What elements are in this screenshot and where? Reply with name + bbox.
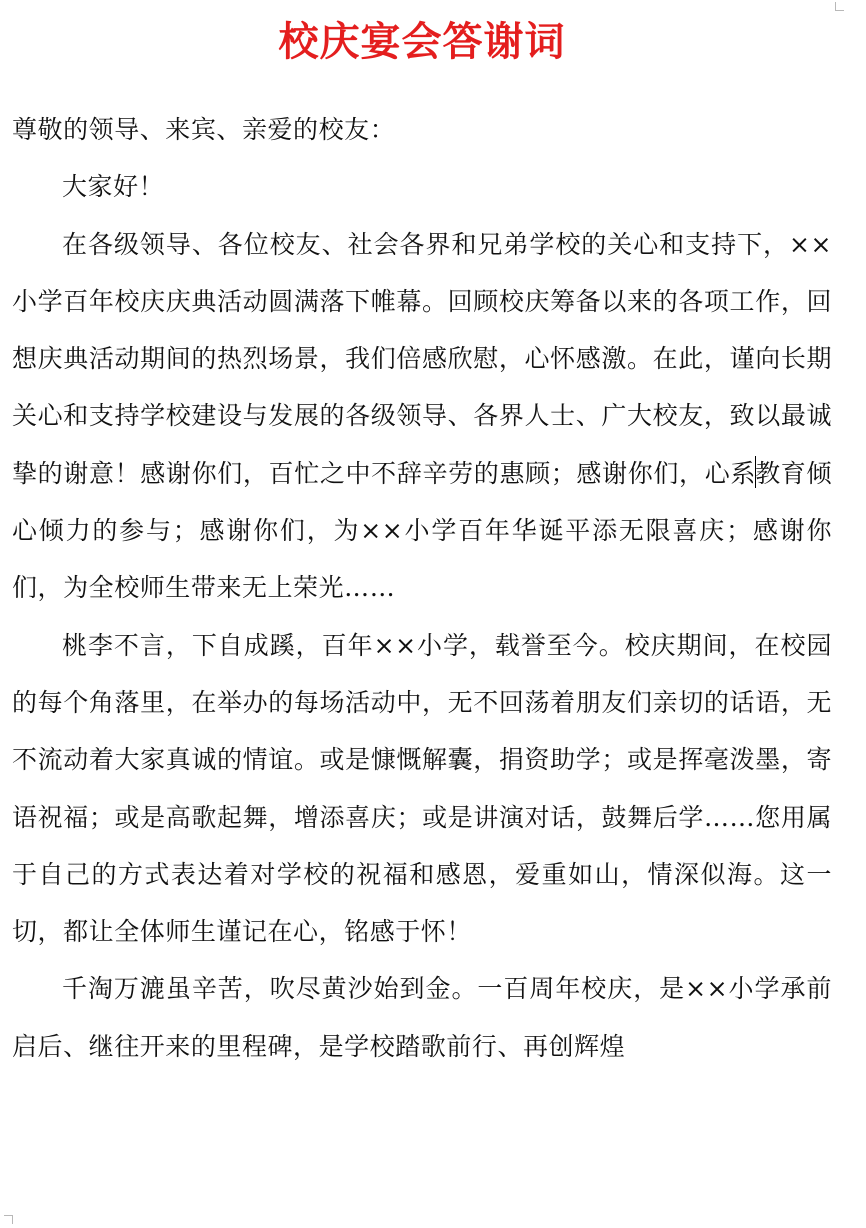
document-title: 校庆宴会答谢词 — [278, 19, 566, 65]
paragraph-1-text-before-cursor: 在各级领导、各位校友、社会各界和兄弟学校的关心和支持下，××小学百年校庆庆典活动圆满落下帷幕。回顾校庆筹备以来的各项工作，回想庆典活动期间的热烈场景，我们倍感欣慰，心怀感激。在此，谨向长期关心和支持学校建设与发展的各级领导、各界人士、广大校友，致以最诚挚的谢意！感谢你们，百忙之中不辞辛劳的惠顾；感谢你们，心系 — [12, 229, 832, 488]
greeting: 大家好！ — [62, 172, 165, 202]
paragraph-1 — [12, 216, 832, 617]
page-corner-mark-top-right — [835, 2, 844, 11]
page-corner-mark-bottom-left — [4, 1215, 13, 1224]
paragraph-2: 桃李不言，下自成蹊，百年××小学，载誉至今。校庆期间，在校园的每个角落里，在举办的每场活动中，无不回荡着朋友们亲切的话语，无不流动着大家真诚的情谊。或是慷慨解囊，捐资助学；或是挥毫泼墨，寄语祝福；或是高歌起舞，增添喜庆；或是讲演对话，鼓舞后学……您用属于自己的方式表达着对学校的祝福和感恩，爱重如山，情深似海。这一切，都让全体师生谨记在心，铭感于怀！ — [12, 630, 832, 947]
paragraph-1-text-after-cursor: 教育倾心倾力的参与；感谢你们，为××小学百年华诞平添无限喜庆；感谢你们，为全校师生带来无上荣光…… — [12, 458, 832, 603]
salutation: 尊敬的领导、来宾、亲爱的校友： — [12, 115, 396, 144]
document-body[interactable] — [12, 101, 832, 1075]
paragraph-3: 千淘万漉虽辛苦，吹尽黄沙始到金。一百周年校庆，是××小学承前启后、继往开来的里程碑，是学校踏歌前行、再创辉煌 — [12, 974, 832, 1061]
